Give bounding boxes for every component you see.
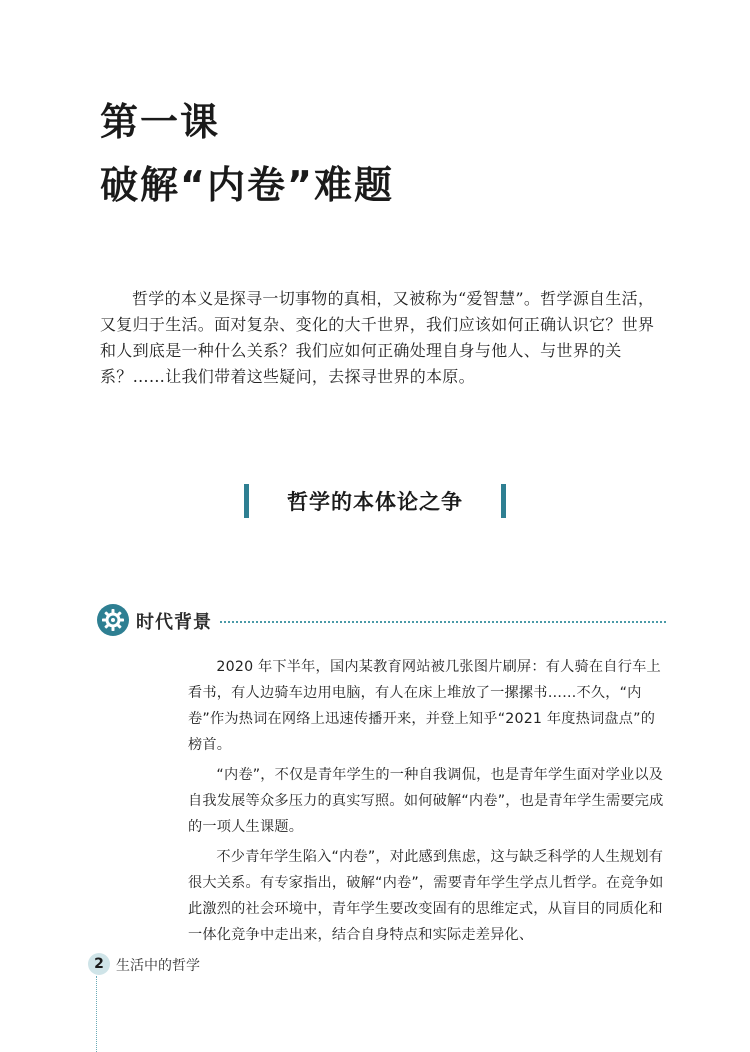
page-number-badge: 2 — [88, 953, 110, 975]
body-paragraph: 2020 年下半年，国内某教育网站被几张图片刷屏：有人骑在自行车上看书，有人边骑车边用电脑，有人在床上堆放了一摞摞书……不久，“内卷”作为热词在网络上迅速传播开来，并登上知乎“2021 年度热词盘点”的榜首。 — [188, 659, 661, 753]
gear-icon — [96, 603, 130, 637]
background-block-header — [96, 603, 666, 637]
section-heading — [244, 484, 506, 518]
section-heading-text: 哲学的本体论之争 — [287, 489, 463, 514]
book-title: 生活中的哲学 — [116, 958, 200, 974]
section-heading-right-bar — [501, 484, 506, 518]
background-body — [188, 654, 666, 952]
body-paragraph: 不少青年学生陷入“内卷”，对此感到焦虑，这与缺乏科学的人生规划有很大关系。有专家指出，破解“内卷”，需要青年学生学点儿哲学。在竞争如此激烈的社会环境中，青年学生要改变固有的思维定式，从盲目的同质化和一体化竞争中走出来，结合自身特点和实际走差异化、 — [188, 849, 664, 943]
dotted-divider — [220, 621, 666, 623]
lesson-title: 破解“内卷”难题 — [100, 163, 394, 207]
body-paragraph: “内卷”，不仅是青年学生的一种自我调侃，也是青年学生面对学业以及自我发展等众多压力的真实写照。如何破解“内卷”，也是青年学生需要完成的一项人生课题。 — [188, 767, 664, 835]
lesson-label: 第一课 — [100, 100, 221, 144]
intro-paragraph: 哲学的本义是探寻一切事物的真相，又被称为“爱智慧”。哲学源自生活，又复归于生活。面对复杂、变化的大千世界，我们应该如何正确认识它？世界和人到底是一种什么关系？我们应如何正确处理自身与他人、与世界的关系？……让我们带着这些疑问，去探寻世界的本原。 — [100, 289, 655, 386]
footer-dotted-line — [96, 976, 97, 1052]
block-title: 时代背景 — [136, 612, 212, 633]
